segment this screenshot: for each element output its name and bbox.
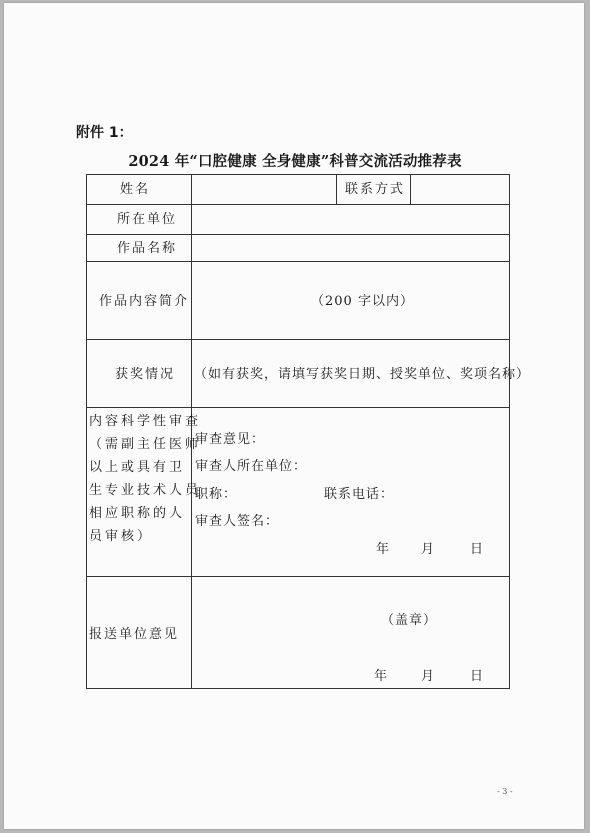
row-line-4 [86, 339, 510, 340]
row-line-bottom [86, 688, 510, 689]
name-label: 姓名 [120, 182, 151, 197]
review-label-line: 内容科学性审查 [89, 414, 202, 429]
reviewer-unit-field: 审查人所在单位： [195, 459, 308, 474]
row-line-3 [86, 261, 510, 262]
table-border-right [509, 174, 510, 689]
submit-year: 年 [374, 669, 388, 684]
review-month: 月 [421, 542, 435, 557]
review-day: 日 [470, 542, 484, 557]
attachment-label: 附件 1： [76, 125, 133, 141]
review-label-line: 员审核） [89, 529, 154, 544]
page-number: - 3 - [497, 787, 513, 796]
summary-label: 作品内容简介 [99, 294, 190, 309]
submit-day: 日 [470, 669, 484, 684]
reviewer-signature-field: 审查人签名： [195, 514, 280, 529]
contact-value-cell[interactable] [411, 175, 509, 204]
submit-month: 月 [421, 669, 435, 684]
row-line-6 [86, 576, 510, 577]
awards-hint: （如有获奖，请填写获奖日期、授奖单位、奖项名称） [194, 367, 531, 382]
review-label-line: 生专业技术人员 [89, 483, 202, 498]
seal-text: （盖章） [381, 613, 438, 628]
review-year: 年 [376, 542, 390, 557]
reviewer-phone-field: 联系电话： [324, 487, 395, 502]
name-value-cell[interactable] [192, 175, 336, 204]
review-label-line: 相应职称的人 [89, 506, 186, 521]
unit-label: 所在单位 [117, 212, 178, 227]
row-line-5 [86, 407, 510, 408]
work-name-label: 作品名称 [117, 241, 178, 256]
contact-divider-left [336, 174, 337, 204]
reviewer-title-field: 职称： [195, 487, 238, 502]
review-label [89, 410, 201, 548]
summary-hint: （200 字以内） [311, 294, 414, 309]
unit-value-cell[interactable] [192, 205, 509, 234]
awards-label: 获奖情况 [115, 367, 176, 382]
review-label-line: （需副主任医师 [89, 437, 202, 452]
form-title: 2024 年“口腔健康 全身健康”科普交流活动推荐表 [128, 153, 462, 170]
review-opinion-field: 审查意见： [195, 432, 266, 447]
table-border-left [86, 174, 87, 689]
work-name-value-cell[interactable] [192, 235, 509, 261]
review-label-line: 以上或具有卫 [89, 460, 186, 475]
submit-unit-label: 报送单位意见 [89, 627, 180, 642]
contact-label: 联系方式 [345, 182, 406, 197]
